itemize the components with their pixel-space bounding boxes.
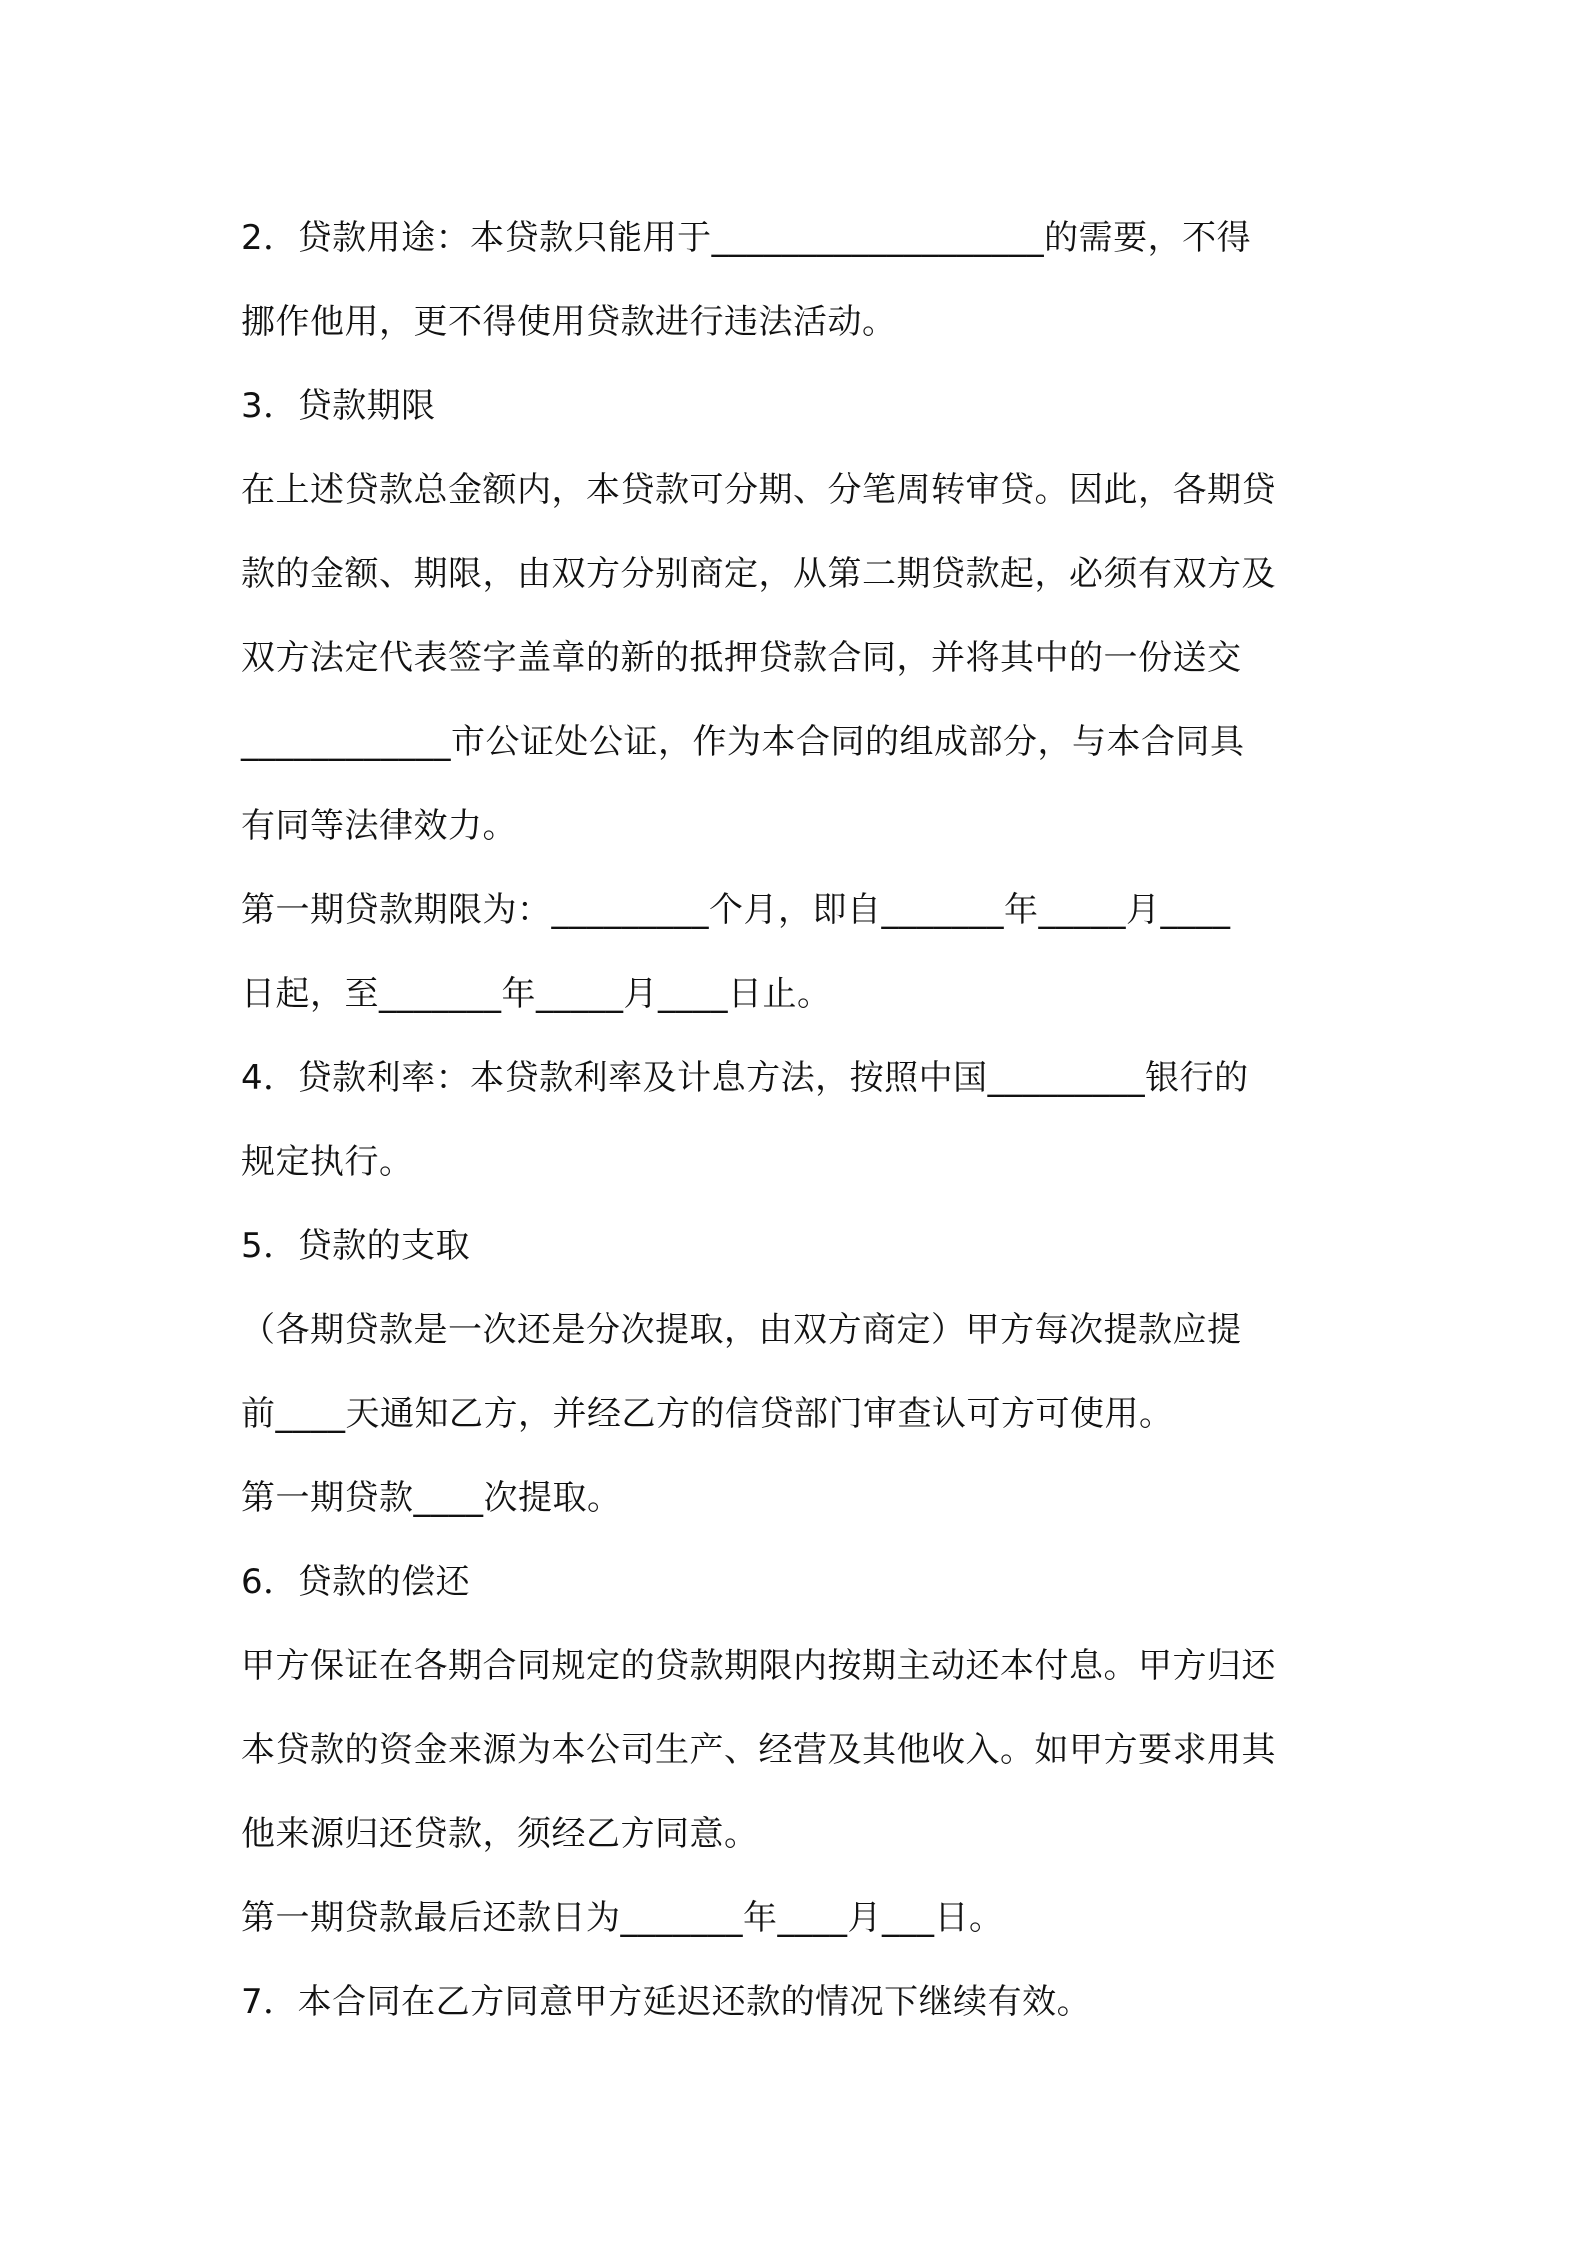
- document-body: [241, 196, 1361, 2044]
- text-line: 他来源归还贷款，须经乙方同意。: [241, 1814, 759, 1854]
- text-line: 2．贷款用途：本贷款只能用于___________________的需要，不得: [241, 218, 1252, 258]
- text-line: 前____天通知乙方，并经乙方的信贷部门审查认可方可使用。: [241, 1394, 1174, 1434]
- text-line: 挪作他用，更不得使用贷款进行违法活动。: [241, 302, 897, 342]
- text-line: 第一期贷款____次提取。: [241, 1478, 622, 1518]
- text-line: 本贷款的资金来源为本公司生产、经营及其他收入。如甲方要求用其: [241, 1730, 1276, 1770]
- text-line: 日起，至_______年_____月____日止。: [241, 974, 832, 1014]
- section-heading: 7．本合同在乙方同意甲方延迟还款的情况下继续有效。: [241, 1982, 1092, 2022]
- section-heading: 3．贷款期限: [241, 386, 436, 426]
- text-line: 4．贷款利率：本贷款利率及计息方法，按照中国_________银行的: [241, 1058, 1249, 1098]
- text-line: 有同等法律效力。: [241, 806, 517, 846]
- text-line: 第一期贷款最后还款日为_______年____月___日。: [241, 1898, 1004, 1938]
- text-line: ____________市公证处公证，作为本合同的组成部分，与本合同具: [241, 722, 1245, 762]
- text-line: 第一期贷款期限为：_________个月，即自_______年_____月____: [241, 890, 1231, 930]
- text-line: 甲方保证在各期合同规定的贷款期限内按期主动还本付息。甲方归还: [241, 1646, 1276, 1686]
- text-line: 规定执行。: [241, 1142, 414, 1182]
- text-line: 在上述贷款总金额内，本贷款可分期、分笔周转审贷。因此，各期贷: [241, 470, 1276, 510]
- section-heading: 6．贷款的偿还: [241, 1562, 471, 1602]
- text-line: 双方法定代表签字盖章的新的抵押贷款合同，并将其中的一份送交: [241, 638, 1242, 678]
- text-line: 款的金额、期限，由双方分别商定，从第二期贷款起，必须有双方及: [241, 554, 1276, 594]
- section-heading: 5．贷款的支取: [241, 1226, 471, 1266]
- text-line: （各期贷款是一次还是分次提取，由双方商定）甲方每次提款应提: [241, 1310, 1242, 1350]
